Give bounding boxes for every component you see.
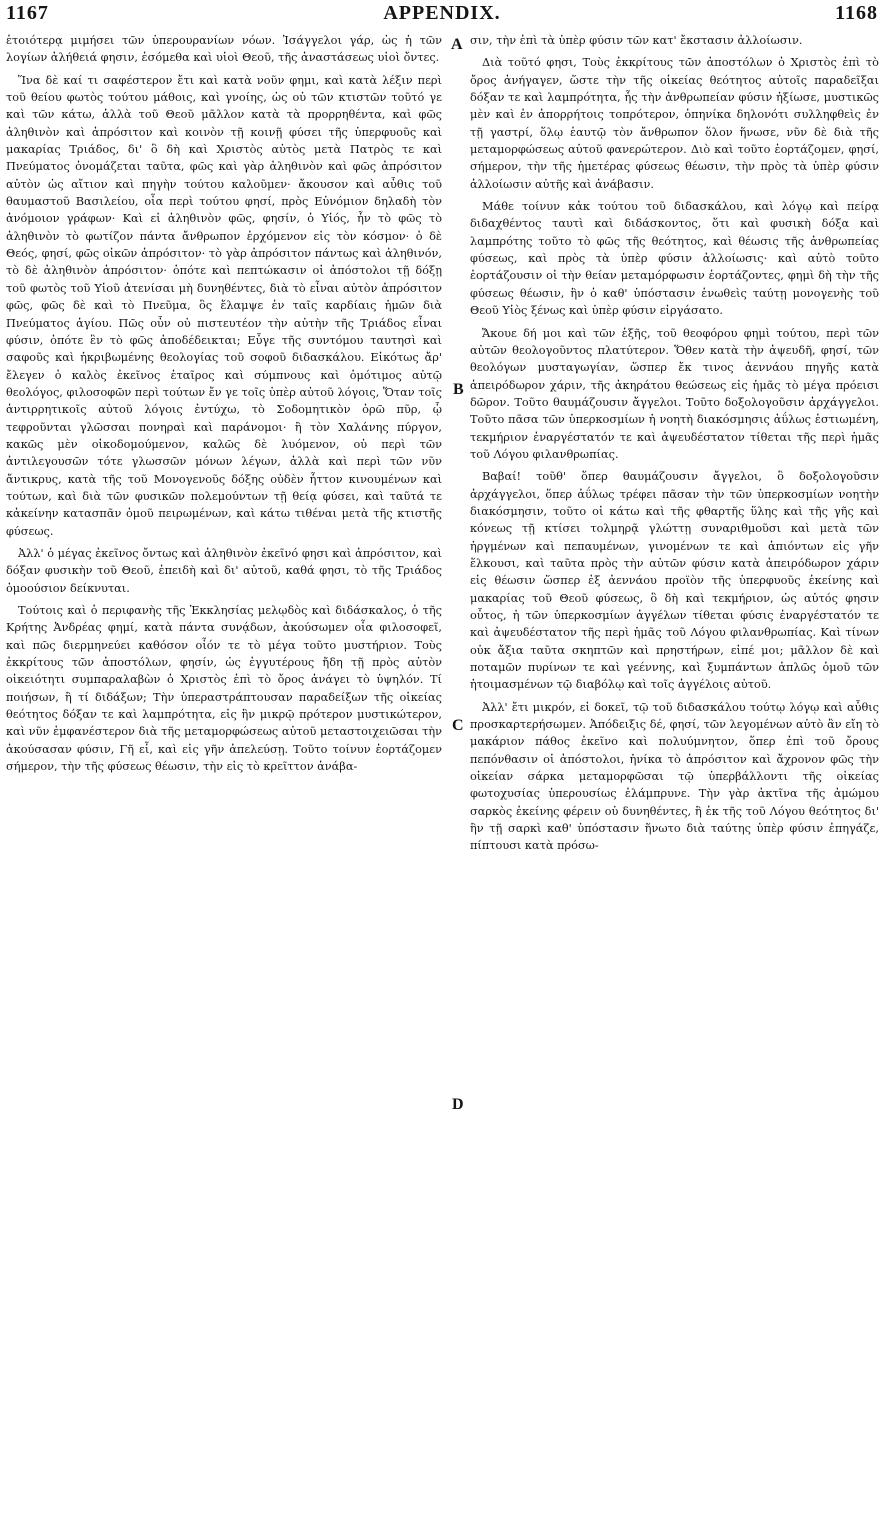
paragraph: Ἀλλ' ὁ μέγας ἐκεῖνος ὄντως καὶ ἀληθινὸν ἐκεῖνό φησι καὶ ἀπρόσιτον, καὶ δόξαν φυσικὴν τοῦ Θεοῦ, ἐπειδὴ καὶ δι' αὐτοῦ, καθά φησι, τὸ τῆς Τριάδος ὁμοούσιον δείκνυται. [6, 546, 442, 595]
paragraph: Τούτοις καὶ ὁ περιφανὴς τῆς Ἐκκλησίας μελῳδὸς καὶ διδάσκαλος, ὁ τῆς Κρήτης Ἀνδρέας φημί, κατὰ πάντα συνᾴδων, ἀκούσωμεν οἷα φιλοσοφεῖ, καὶ πῶς διερμηνεύει καθόσον οἷόν τε τὸ μέγα τοῦτο μυστήριον. Τοὺς ἐκκρίτους τῶν ἀποστόλων, φησίν, ὡς ἐγγυτέρους ἤδη τῇ πρὸς αὐτὸν οἰκειότητι συμπαραλαβὼν ὁ Χριστὸς ἐπὶ τὸ ὄρος ἀνάγει τὸ ὑψηλόν. Τί ποιήσων, ἢ τί διδάξων; Τὴν ὑπεραστράπτουσαν παραδείξων τῆς οἰκείας θεότητος δόξαν τε καὶ λαμπρότητα, εἰς ἣν μικρῷ πρότερον μυστικώτερον, καὶ νῦν ἐμφανέστερον διὰ τῆς μεταμορφώσεως αὐτοῦ μεταστοιχειῶσαι τὴν ἀκούσασαν φύσιν, Γῆ εἶ, καὶ εἰς γῆν ἀπελεύσῃ. Τοῦτο τοίνυν ἑορτάζομεν σήμερον, τὴν τῆς φύσεως θέωσιν, τὴν εἰς τὸ κρεῖττον ἀνάβα- [6, 604, 442, 774]
paragraph: Ἄκουε δή μοι καὶ τῶν ἑξῆς, τοῦ θεοφόρου φημὶ τούτου, περὶ τῶν αὐτῶν θεολογοῦντος πλατύτερον. Ὅθεν κατὰ τὴν ἀψευδῆ, φησί, τῶν θεολόγων μυσταγωγίαν, ὥσπερ ἔκ τινος ἀεννάου πηγῆς κατὰ ἀπειρόδωρον χάριν, τῆς ἀκηράτου θεώσεως εἰς ἡμᾶς τὸ μέγα πρόεισι δῶρον. Τοῦτο θαυμάζουσιν ἄγγελοι. Τοῦτο δοξολογοῦσιν ἀρχάγγελοι. Τοῦτο πᾶσα τῶν ὑπερκοσμίων ἡ νοητὴ διακόσμησις ἀΰλως ἑστιωμένη, τεκμήριον ἐναργέστατόν τε καὶ ἀψευδέστατον τίθεται τῆς περὶ ἡμᾶς τοῦ Λόγου φιλανθρωπίας. [470, 326, 879, 461]
running-header [0, 2, 884, 30]
section-marker-a: A [451, 36, 463, 53]
paragraph: ἑτοιότερᾳ μιμήσει τῶν ὑπερουρανίων νόων. Ἰσάγγελοι γάρ, ὡς ἡ τῶν λογίων ἀλήθειά φησιν, ἐσόμεθα καὶ υἱοὶ Θεοῦ, τῆς ἀναστάσεως υἱοὶ ὄντες. [6, 34, 442, 65]
left-column [6, 32, 442, 1532]
page-number-left: 1167 [6, 2, 49, 24]
paragraph: Ἀλλ' ἔτι μικρόν, εἰ δοκεῖ, τῷ τοῦ διδασκάλου τούτῳ λόγῳ καὶ αὖθις προσκαρτερήσωμεν. Ἀπόδειξις δέ, φησί, τῶν λεγομένων αὐτὸ ἂν εἴη τὸ μακάριον πάθος ἐκεῖνο καὶ πολυύμνητον, ὅπερ ἐπὶ τοῦ ὄρους πεπόνθασιν οἱ ἀπόστολοι, ἡνίκα τὸ ἀπρόσιτον καὶ ἄχρονον φῶς τὴν οἰκείαν σάρκα μεταμορφῶσαι τῷ ὑπερβάλλοντι τῆς οἰκείας φωτοχυσίας ὑπερουσίως ἐλάμπρυνε. Τὴν γὰρ ἀκτῖνα τῆς ἀμώμου σαρκὸς ἐκείνης φέρειν οὐ δυνηθέντες, ἣ ἐκ τῆς τοῦ Λόγου θεότητος δι' ἣν τῇ σαρκὶ καθ' ὑπόστασιν ἥνωτο διὰ ταύτης ὑπὲρ φύσιν ἐπηγάζε, πίπτουσι κατὰ πρόσω- [470, 700, 879, 853]
running-title: APPENDIX. [383, 2, 501, 24]
section-marker-c: C [452, 717, 464, 734]
paragraph: Ἵνα δὲ καί τι σαφέστερον ἔτι καὶ κατὰ νοῦν φημι, καὶ κατὰ λέξιν περὶ τοῦ θείου φωτὸς τούτου μάθοις, καὶ γνοίης, ὡς οὐ τῶν κτιστῶν τοῦτό γε καὶ τῶν κάτω, ἀλλὰ τοῦ Θεοῦ μᾶλλον κατὰ τὰ προρρηθέντα, καὶ φῶς ἀληθινὸν καὶ ἀπρόσιτον καὶ κοινὸν τῇ κοινῇ φύσει τῆς ὑπερφυοῦς καὶ μακαρίας Τριάδος, δι' ὃ δὴ καὶ Χριστὸς αὐτὸς μετὰ Πατρὸς τε καὶ Πνεύματος ὀνομάζεται ταῦτα, φῶς καὶ γὰρ ἀληθινὸν καὶ φῶς ἀπρόσιτον αὐτὸν ὡς αἴτιον καὶ πηγὴν τούτου καλοῦμεν· ἄκουσον καὶ αὖθις τοῦ θαυμαστοῦ Βασιλείου, οἷα περὶ τούτου φησί, πρὸς Εὐνόμιον δηλαδὴ τὸν ἀνόμοιον γράφων· Καὶ εἰ ἀληθινὸν φῶς, φησίν, ὁ Υἱός, ἦν τὸ φῶς τὸ ἀληθινὸν τὸ φωτίζον πάντα ἄνθρωπον ἐρχόμενον εἰς τὸν κόσμον· ὁ δὲ Θεός, φησί, φῶς οἰκῶν ἀπρόσιτον· τὸ γὰρ ἀπρόσιτον πάντως καὶ ἀληθινόν, τὸ δὲ ἀληθινὸν ἀπρόσιτον· ὁπότε καὶ πεπτώκασιν οἱ ἀπόστολοι τῇ δόξῃ τοῦ φωτὸς τοῦ Υἱοῦ ἀτενίσαι μὴ δυνηθέντες, διὰ τὸ εἶναι αὐτὸν ἀπρόσιτον φῶς, φῶς δὲ καὶ τὸ Πνεῦμα, ὃς ἔλαμψε ἐν ταῖς καρδίαις ἡμῶν διὰ Πνεύματος ἁγίου. Πῶς οὖν οὐ πιστευτέον τὴν αὐτὴν τῆς Τριάδος εἶναι φύσιν, ὁπότε ἓν τὸ φῶς ἀποδέδεικται; Εὖγε τῆς συντόμου ταυτησὶ καὶ σαφοῦς καὶ ἠκριβωμένης θεολογίας τοῦ σοφοῦ διδασκάλου. Εἰκότως ἄρ' ἔλεγεν ὁ καλὸς ἐκεῖνος ἑταῖρος καὶ σύμπνους καὶ ὁμότιμος αὐτῷ θεολόγος, φιλοσοφῶν περὶ τούτων ἔν γε τοῖς ὑπὲρ αὐτοῦ λόγοις, Ὅταν τοῖς ἀντιρρητικοῖς αὐτοῦ λόγοις ἐντύχω, τὸ Σοδομητικὸν ὁρῶ πῦρ, ᾧ τεφροῦνται γλῶσσαι πονηραὶ καὶ παράνομοι· ἢ τὸν Χαλάνης πύργον, κακῶς μὲν οἰκοδομούμενον, καλῶς δὲ λυόμενον, οὐ περὶ τῶν ἀντιλεγουσῶν τότε γλωσσῶν μόνων λέγων, ἀλλὰ καὶ περὶ τῶν νῦν ἄντικρυς, κατὰ τῆς τοῦ Μονογενοῦς δόξης οὐδὲν ἧττον κινουμένων καὶ τούτων, καὶ διὰ τῶν φυσικῶν πολεμούντων τῇ θείᾳ φύσει, καὶ ταῦτά τε κἀκείνην κατασπᾶν ὁμοῦ πειρωμένων, καὶ κάτω τιθέναι μετὰ τῆς κτιστῆς φύσεως. [6, 73, 442, 538]
section-marker-b: B [453, 381, 464, 398]
paragraph: Διὰ τοῦτό φησι, Τοὺς ἐκκρίτους τῶν ἀποστόλων ὁ Χριστὸς ἐπὶ τὸ ὄρος ἀνήγαγεν, ὥστε τὴν τῆς οἰκείας θεότητος αὐτοῖς παραδεῖξαι δόξαν τε καὶ λαμπρότητα, ἧς τὴν ἀνθρωπείαν φύσιν ἠξίωσε, μυστικῶς μὲν καὶ ἐν ἀπορρήτοις τοπρότερον, ὁπηνίκα δηλονότι συλληφθεὶς ἐν τῇ γαστρί, ὅλῳ ἑαυτῷ τὸν ἄνθρωπον ὅλον ἥνωσε, νῦν δὲ διὰ τῆς μεταμορφώσεως αὐτοῦ φανερώτερον. Διὸ καὶ τοῦτο ἑορτάζομεν, φησί, σήμερον, τὴν τῆς ἡμετέρας φύσεως θέωσιν, τὴν πρὸς τὰ ὑπὲρ φύσιν ἀλλοίωσιν αὐτῆς καὶ ἀνάβασιν. [470, 56, 879, 191]
page-number-right: 1168 [835, 2, 878, 24]
right-column [470, 32, 879, 1532]
paragraph: σιν, τὴν ἐπὶ τὰ ὑπὲρ φύσιν τῶν κατ' ἔκστασιν ἀλλοίωσιν. [470, 34, 803, 47]
paragraph: Μάθε τοίνυν κἀκ τούτου τοῦ διδασκάλου, καὶ λόγῳ καὶ πείρᾳ διδαχθέντος ταυτὶ καὶ διδάσκοντος, ὅτι καὶ φυσικὴ δόξα καὶ λαμπρότης τοῦτο τὸ φῶς τῆς θεότητος, καὶ θέωσις τῆς ἀνθρωπείας φύσεως, καὶ πρὸς τὰ ὑπὲρ φύσιν ἀλλοίωσις· καὶ αὐτὸ τοῦτο ἑορτάζουσιν οἱ τὴν θείαν μεταμόρφωσιν ἑορτάζοντες, φημὶ δὴ τὴν τῆς φύσεως θέωσιν, ἣν ὁ καθ' ὑπόστασιν ἑνωθεὶς ταύτῃ μονογενὴς τοῦ Θεοῦ Υἱὸς ξένως καὶ ὑπὲρ φύσιν εἰργάσατο. [470, 200, 879, 318]
section-marker-d: D [452, 1096, 464, 1113]
paragraph: Βαβαί! τοῦθ' ὅπερ θαυμάζουσιν ἄγγελοι, ὃ δοξολογοῦσιν ἀρχάγγελοι, ὅπερ ἀΰλως τρέφει πᾶσαν τὴν τῶν ὑπερκοσμίων νοητὴν διακόσμησιν, τοῦτο οἱ κάτω καὶ τῆς φθαρτῆς ὕλης καὶ τῆς γῆς καὶ κόνεως τῇ κτίσει τολμηρᾷ γλώττῃ συναριθμοῦσι καὶ μετὰ τῶν ἠργμένων καὶ πεπαυμένων, γινομένων τε καὶ ἀπιόντων εἰς γῆν ἕλκουσι, καὶ ταῦτα πρὸς τὴν αὐτῶν φύσιν κατὰ ἀπειρόδωρον χάριν εἰς θέωσιν ὥσπερ ἐξ ἀεννάου προϊὸν τῆς ὑπερφυοῦς ἐκείνης καὶ μακαρίας τοῦ Θεοῦ φύσεως, ὃ δὴ καὶ τεκμήριον, ὡς αὐτός φησιν οὗτος, ἡ τῶν ὑπερκοσμίων ἀγγέλων τίθεται φύσις ἐναργέστατόν τε καὶ ἀψευδέστατον τῆς περὶ ἡμᾶς τοῦ Λόγου φιλανθρωπίας. Καὶ τίνων οὐκ ἄξια ταῦτα σκηπτῶν καὶ πρηστήρων, εἰπέ μοι; μᾶλλον δὲ καὶ ποταμῶν πυρίνων τε καὶ γεέννης, καὶ ξυμπάντων ἁπλῶς ὁμοῦ τῶν ἡτοιμασμένων τῷ διαβόλῳ καὶ τοῖς ἀγγέλοις αὐτοῦ. [470, 470, 879, 692]
